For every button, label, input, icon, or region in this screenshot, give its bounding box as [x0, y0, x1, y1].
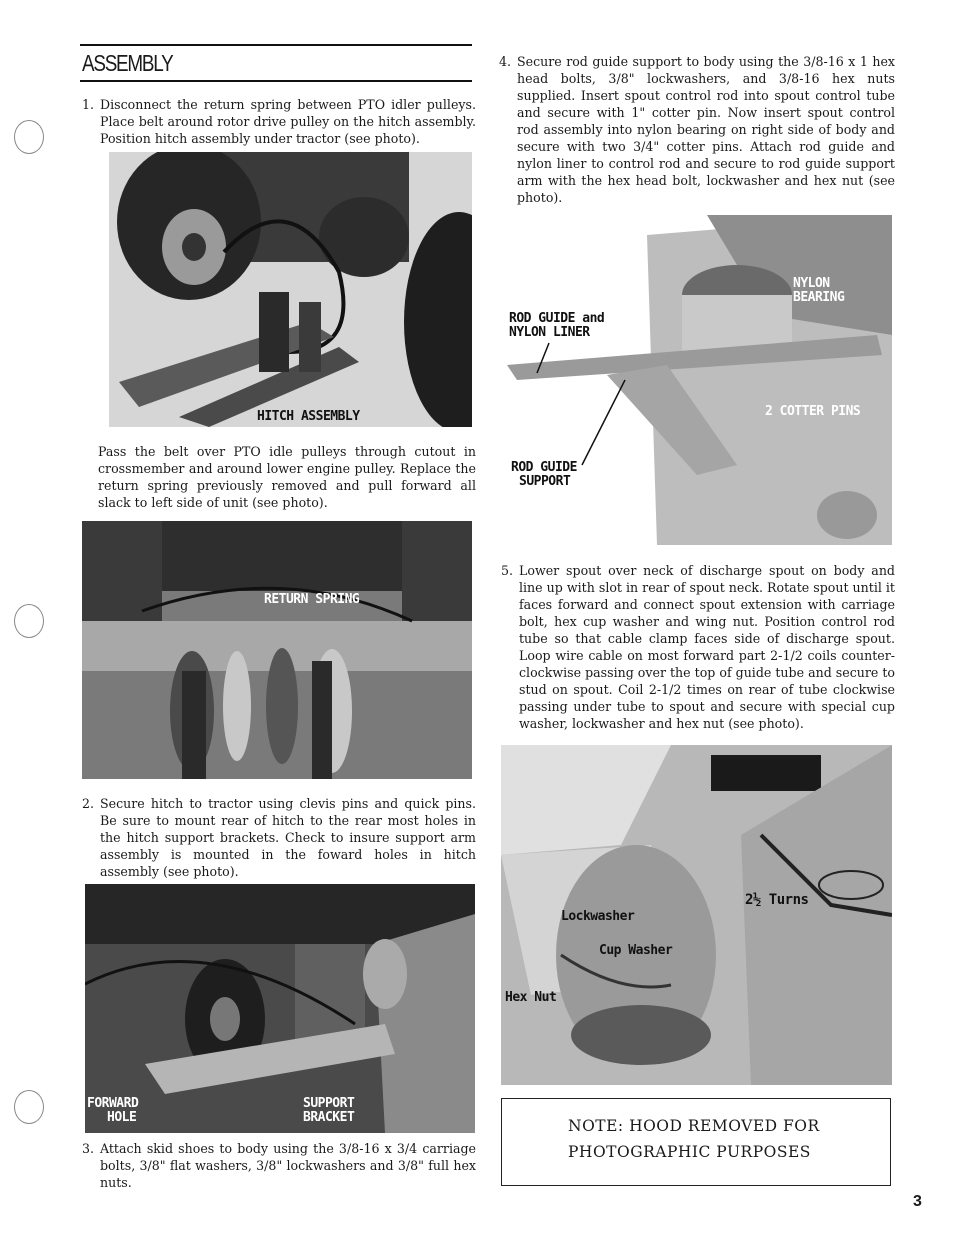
photo-spout-cable — [501, 745, 892, 1085]
note-line-1: NOTE: HOOD REMOVED FOR — [568, 1117, 820, 1135]
label-rod-guide-liner-line2: NYLON LINER — [509, 325, 590, 340]
step-3 — [82, 1140, 476, 1191]
punch-hole-bottom — [14, 1090, 44, 1124]
photo-rod-guide — [507, 215, 892, 545]
punch-hole-top — [14, 120, 44, 154]
label-hitch-assembly: HITCH ASSEMBLY — [257, 409, 360, 424]
label-forward-hole-line2: HOLE — [107, 1110, 137, 1125]
punch-hole-middle — [14, 604, 44, 638]
label-return-spring: RETURN SPRING — [264, 592, 360, 607]
label-support-bracket-line1: SUPPORT — [303, 1096, 355, 1111]
step-2-number: 2. — [82, 796, 95, 811]
note-line-2: PHOTOGRAPHIC PURPOSES — [568, 1143, 811, 1161]
step-3-text: Attach skid shoes to body using the 3/8-16 x 3/4 carriage bolts, 3/8" flat washers, 3/8" lockwashers and 3/8" full hex nuts. — [100, 1141, 476, 1190]
label-hex-nut: Hex Nut — [505, 990, 557, 1005]
step-1-number: 1. — [82, 97, 95, 112]
label-nylon-bearing-line1: NYLON — [793, 276, 830, 291]
label-rod-guide-support-line1: ROD GUIDE — [511, 460, 577, 475]
photo-hitch-assembly — [109, 152, 472, 427]
label-nylon-bearing-line2: BEARING — [793, 290, 845, 305]
note-box — [501, 1098, 891, 1186]
label-turns: 2½ Turns — [745, 892, 809, 908]
step-2-text: Secure hitch to tractor using clevis pins and quick pins. Be sure to mount rear of hitch to the rear most holes in the hitch support brackets. Check to insure support arm assembly is mounted in the foward holes in hitch assembly (see photo). — [100, 796, 476, 879]
heading-bottom-rule — [80, 80, 472, 82]
page-title: ASSEMBLY — [82, 50, 173, 76]
label-cotter-pins: 2 COTTER PINS — [765, 404, 861, 419]
label-rod-guide-liner-line1: ROD GUIDE and — [509, 311, 605, 326]
label-forward-hole-line1: FORWARD — [87, 1096, 139, 1111]
heading-top-rule — [80, 44, 472, 46]
label-cup-washer: Cup Washer — [599, 943, 673, 958]
step-5-text: Lower spout over neck of discharge spout on body and line up with slot in rear of spout neck. Rotate spout until it faces forward and connect spout extension with carriage bolt, hex cup washer and wing nut. Position control rod tube so that cable clamp faces side of discharge spout. Loop wire cable on most forward part 2-1/2 coils counter-clockwise passing over the top of guide tube and secure to stud on spout. Coil 2-1/2 times on rear of tube clockwise passing under tube to spout and secure with special cup washer, lockwasher and hex nut (see photo). — [519, 563, 895, 731]
step-1 — [82, 96, 476, 147]
step-3-number: 3. — [82, 1141, 95, 1156]
step-2 — [82, 795, 476, 880]
note-text — [568, 1113, 820, 1165]
step-5 — [501, 562, 895, 732]
label-support-bracket-line2: BRACKET — [303, 1110, 355, 1125]
label-lockwasher: Lockwasher — [561, 909, 635, 924]
step-4-number: 4. — [499, 54, 512, 69]
step-4-text: Secure rod guide support to body using the 3/8-16 x 1 hex head bolts, 3/8" lockwashers, and 3/8-16 hex nuts supplied. Insert spout control rod into spout control tube and secure with 1" cotter pin. Now insert spout control rod assembly into nylon bearing on right side of body and secure with two 3/4" cotter pins. Attach rod guide and nylon liner to control rod and secure to rod guide support arm with the hex head bolt, lockwasher and hex nut (see photo). — [517, 54, 895, 205]
photo-support-bracket — [85, 884, 475, 1133]
step-1-continued — [98, 443, 476, 511]
label-rod-guide-support-line2: SUPPORT — [519, 474, 571, 489]
page-number: 3 — [913, 1193, 922, 1210]
step-4 — [499, 53, 895, 206]
step-1-text: Disconnect the return spring between PTO idler pulleys. Place belt around rotor drive pulley on the hitch assembly. Position hitch assembly under tractor (see photo). — [100, 97, 476, 146]
photo-return-spring — [82, 521, 472, 779]
step-5-number: 5. — [501, 563, 514, 578]
step-1-continued-text: Pass the belt over PTO idle pulleys through cutout in crossmember and around lower engine pulley. Replace the return spring previously removed and pull forward all slack to left side of unit (see photo). — [98, 444, 476, 510]
